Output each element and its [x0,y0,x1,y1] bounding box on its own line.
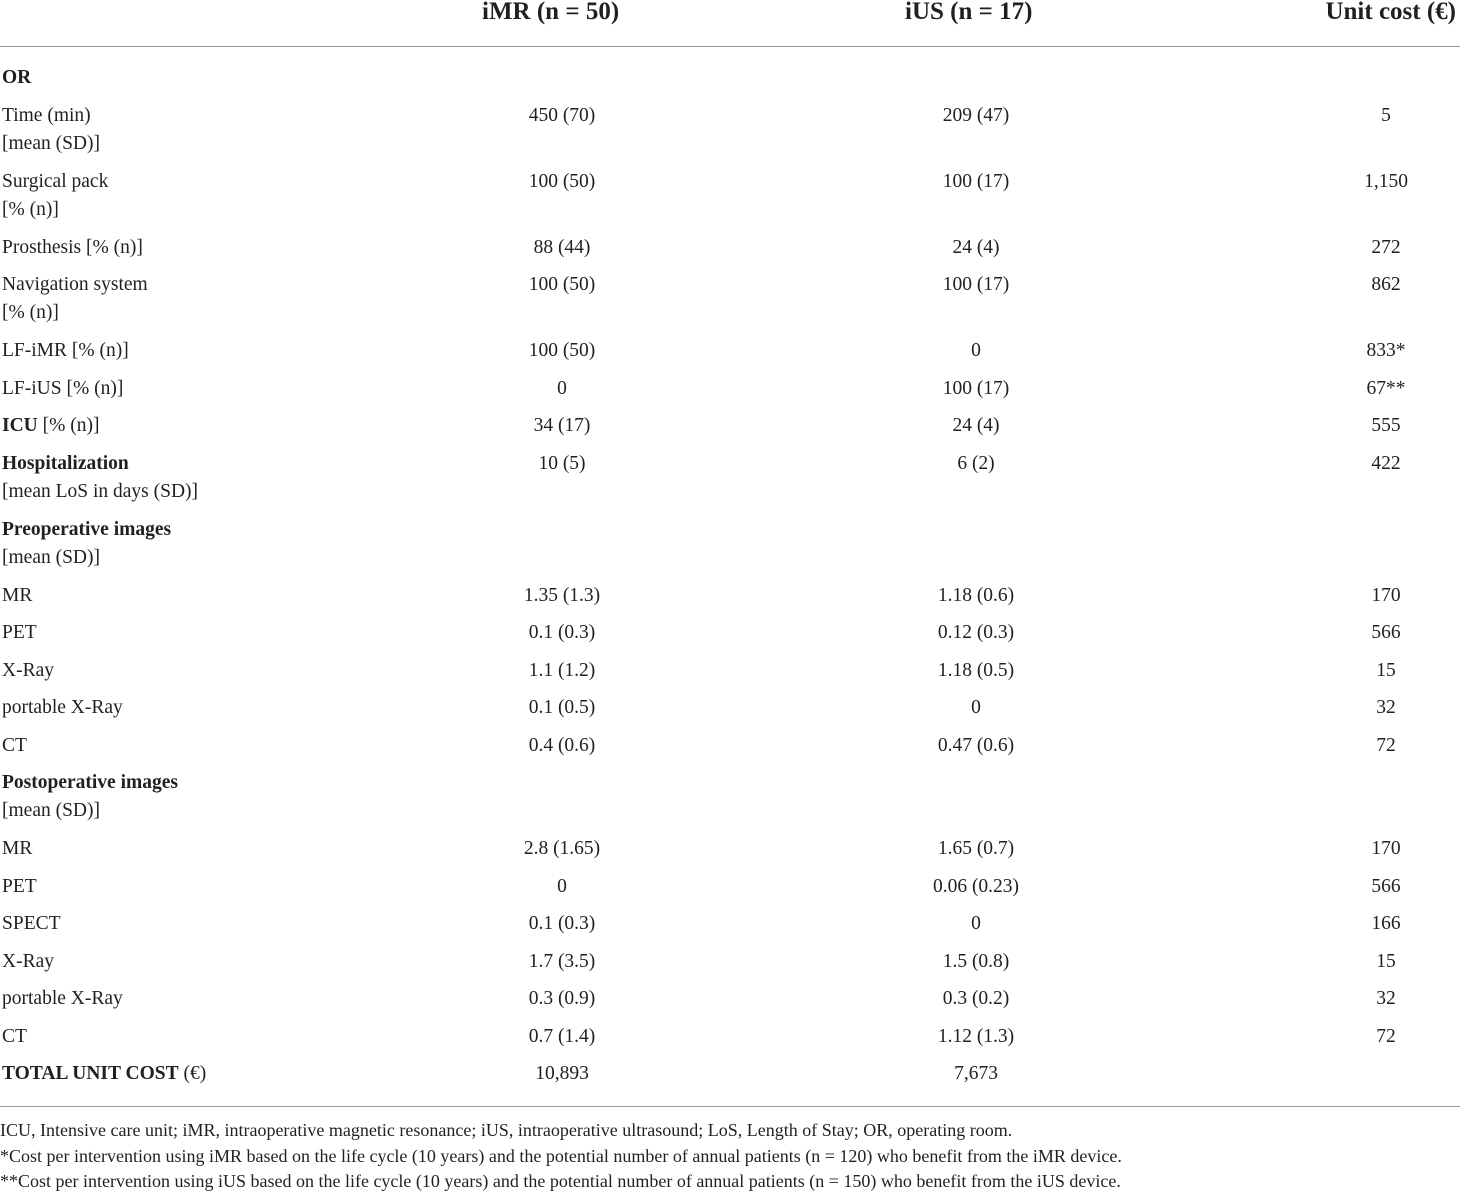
column-header-imr: iMR (n = 50) [482,0,620,25]
row-label-bold: Postoperative images [2,772,178,793]
cell-ius: 100 (17) [942,170,1010,192]
cell-imr: 0.4 (0.6) [528,734,596,756]
cell-unit-cost: 166 [1371,913,1401,934]
column-header-ius: iUS (n = 17) [905,0,1033,25]
table-row [0,892,1460,934]
table-row [0,930,1460,972]
table-row [0,150,1460,220]
cell-imr: 0.1 (0.5) [528,697,596,718]
row-label: portable X-Ray [2,988,123,1009]
row-label: Prosthesis [% (n)] [2,236,143,258]
table-row [0,676,1460,718]
cell-unit-cost: 170 [1371,584,1401,606]
cell-imr: 88 (44) [533,236,591,258]
cell-unit-cost: 67** [1366,377,1406,399]
table-row [0,601,1460,643]
cell-ius: 0 [971,697,981,718]
row-label [2,1060,302,1088]
cell-imr: 0.1 (0.3) [528,622,596,643]
cell-imr: 10,893 [535,1063,589,1084]
cell-ius: 1.18 (0.5) [937,659,1015,681]
table-row [0,46,1460,88]
cell-ius: 24 (4) [952,415,1000,436]
table-row [0,394,1460,436]
table-row [0,751,1460,821]
cell-ius: 6 (2) [957,452,995,474]
column-header-unit-cost: Unit cost (€) [1325,0,1456,25]
table-row [0,253,1460,323]
cell-unit-cost: 15 [1376,950,1396,972]
row-label: CT [2,734,27,756]
row-label: OR [2,67,32,88]
row-label-rest: [mean (SD)] [2,800,101,821]
cell-ius: 1.5 (0.8) [942,950,1010,972]
cell-imr: 34 (17) [533,415,591,436]
cell-imr: 2.8 (1.65) [523,838,601,859]
row-label-bold: Preoperative images [2,518,172,540]
cell-imr: 1.1 (1.2) [528,659,596,681]
cell-imr: 0 [557,875,567,897]
cell-imr: 0 [557,377,567,399]
cell-ius: 0.06 (0.23) [932,875,1020,897]
table-row [0,498,1460,568]
cell-ius: 1.12 (1.3) [937,1025,1015,1047]
row-label: SPECT [2,913,61,934]
table-row [0,855,1460,897]
cell-ius: 0.3 (0.2) [942,988,1010,1009]
cell-ius: 100 (17) [942,377,1010,399]
row-label: Navigation system [% (n)] [2,274,148,323]
footnote-ius-cost: **Cost per intervention using iUS based on the life cycle (10 years) and the potential number of annual patients (n = 150) who benefit from the iUS device. [0,1171,1121,1191]
cell-ius: 24 (4) [952,236,1000,258]
row-label: portable X-Ray [2,697,123,718]
row-label: MR [2,838,33,859]
cell-imr: 450 (70) [528,104,596,126]
cell-imr: 0.1 (0.3) [528,913,596,934]
cell-unit-cost: 170 [1371,838,1401,859]
cell-unit-cost: 72 [1376,734,1396,756]
cell-imr: 100 (50) [528,170,596,192]
table-header [0,0,1460,47]
cell-unit-cost: 566 [1371,622,1401,643]
cell-imr: 10 (5) [538,452,586,474]
table-row [0,319,1460,361]
row-label: CT [2,1025,27,1047]
cell-unit-cost: 555 [1371,415,1401,436]
row-label: Surgical pack [% (n)] [2,170,109,220]
table-row [0,967,1460,1009]
cell-unit-cost: 5 [1381,104,1391,126]
cell-unit-cost: 72 [1376,1025,1396,1047]
cell-unit-cost: 15 [1376,659,1396,681]
row-label-rest: [% (n)] [37,415,100,436]
row-label-rest: [mean LoS in days (SD)] [2,480,199,502]
cell-ius: 0 [971,340,981,361]
row-label: LF-iMR [% (n)] [2,340,129,361]
cell-ius: 0 [971,913,981,934]
cell-unit-cost: 272 [1371,236,1401,258]
cell-unit-cost: 833* [1366,340,1406,361]
cell-ius: 0.47 (0.6) [937,734,1015,756]
cell-imr: 1.7 (3.5) [528,950,596,972]
table-footnotes [0,1106,1460,1195]
cell-unit-cost: 566 [1371,875,1401,897]
table-row [0,84,1460,154]
cell-unit-cost: 32 [1376,988,1396,1009]
table-row [0,1005,1460,1047]
cell-imr: 0.7 (1.4) [528,1025,596,1047]
row-label: Time (min) [mean (SD)] [2,104,101,154]
cell-ius: 0.12 (0.3) [937,622,1015,643]
row-label: X-Ray [2,950,54,972]
row-label: PET [2,622,37,643]
cell-unit-cost: 422 [1371,452,1401,474]
row-label-bold: Hospitalization [2,452,129,474]
row-label: LF-iUS [% (n)] [2,377,124,399]
cell-imr: 0.3 (0.9) [528,988,596,1009]
footnote-abbreviations: ICU, Intensive care unit; iMR, intraoperative magnetic resonance; iUS, intraoperative ultrasound; LoS, Length of Stay; OR, operating room. [0,1120,1013,1140]
table-row [0,714,1460,756]
row-label-rest: (€) [178,1063,207,1084]
table-row [0,216,1460,258]
table-row [0,432,1460,502]
cell-ius: 1.65 (0.7) [937,838,1015,859]
cell-ius: 7,673 [954,1063,998,1084]
row-label-bold: ICU [2,415,38,436]
table-row [0,639,1460,681]
cell-unit-cost: 862 [1371,274,1401,295]
cell-ius: 209 (47) [942,104,1010,126]
cell-imr: 1.35 (1.3) [523,584,601,606]
row-label-rest: [mean (SD)] [2,546,101,568]
table-row [0,564,1460,606]
cell-unit-cost: 1,150 [1364,170,1408,192]
row-label: PET [2,875,37,897]
footnote-imr-cost: *Cost per intervention using iMR based on the life cycle (10 years) and the potential number of annual patients (n = 120) who benefit from the iMR device. [0,1145,1122,1166]
row-label: X-Ray [2,659,54,681]
cell-imr: 100 (50) [528,340,596,361]
row-label: MR [2,584,33,606]
table-body [0,46,1460,1084]
table-row [0,357,1460,399]
row-label-bold: TOTAL UNIT COST [2,1063,179,1084]
table-row-total [0,1042,1460,1084]
cell-ius: 100 (17) [942,274,1010,295]
cell-unit-cost: 32 [1376,697,1396,718]
cell-ius: 1.18 (0.6) [937,584,1015,606]
table-row [0,817,1460,859]
cell-imr: 100 (50) [528,274,596,295]
